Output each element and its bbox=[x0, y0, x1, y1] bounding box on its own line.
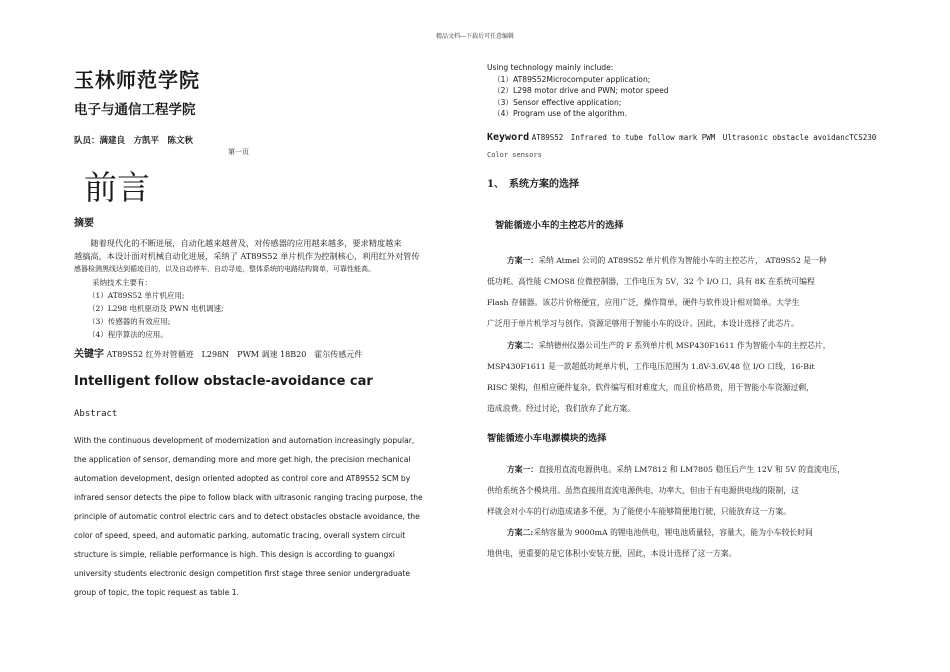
en-abstract-line: the application of sensor, demanding more and more get high, the precision mechanical bbox=[74, 455, 411, 464]
plan-line: RISC 架构，但相应硬件复杂，软件编写相对难度大，而且价格昂贵，用于智能小车资源过剩， bbox=[487, 383, 814, 392]
cn-keywords bbox=[74, 345, 362, 360]
cn-tech-item: （1）AT89S52 单片机应用; bbox=[88, 291, 185, 300]
plan-line: 样就会对小车的行动造成诸多不便，为了能使小车能够简便地行驶，只能放弃这一方案。 bbox=[487, 507, 792, 516]
en-keyword-continued: Color sensors bbox=[487, 151, 542, 159]
plan-line: 供给系统各个模块用。虽然直接用直流电源供电，功率大，但由于有电源供电线的限制，这 bbox=[487, 486, 799, 495]
en-keyword-text: AT89S52 Infrared to tube follow mark PWM Ultrasonic obstacle avoidancTCS230 bbox=[531, 133, 877, 142]
en-tech-item: （2）L298 motor drive and PWN; motor speed bbox=[493, 86, 669, 95]
cn-tech-item: （3）传感器的有效应用; bbox=[88, 317, 171, 326]
cn-tech-intro: 采纳技术主要有： bbox=[92, 278, 152, 287]
en-abstract-line: structure is simple, reliable performance is high. This design is according to guangxi bbox=[74, 550, 395, 559]
plan-line: 地供电，更重要的是它体积小安装方便，因此，本设计选择了这一方案。 bbox=[487, 549, 737, 558]
en-tech-intro: Using technology mainly include: bbox=[487, 63, 614, 72]
chip-plan-2 bbox=[487, 335, 831, 419]
plan-label: 方案二： bbox=[507, 341, 539, 350]
en-keyword-label: Keyword bbox=[487, 132, 530, 143]
preface-title: 前言 bbox=[84, 168, 150, 207]
en-keywords bbox=[487, 132, 876, 143]
team-members: 队员：满建良 方凯平 陈文秋 bbox=[74, 136, 194, 146]
section-1-heading: 1、 系统方案的选择 bbox=[487, 179, 579, 190]
cn-abstract bbox=[74, 237, 474, 341]
school-name: 玉林师范学院 bbox=[74, 68, 200, 92]
cn-abstract-line: 随着现代化的不断进展，自动化越来越普及，对传感器的应用越来越多，要求精度越来 bbox=[74, 238, 402, 248]
plan-line: 采纳 Atmel 公司的 AT89S52 单片机作为智能小车的主控芯片， AT89S52 是一种 bbox=[538, 256, 827, 265]
plan-line: 造成浪费。经过讨论，我们放弃了此方案。 bbox=[487, 404, 636, 413]
en-abstract-line: principle of automatic control electric cars and to detect obstacles obstacle avoidance, the bbox=[74, 512, 420, 521]
cn-tech-item: （4）程序算法的应用。 bbox=[88, 330, 168, 339]
power-plan-1 bbox=[487, 459, 845, 564]
abstract-heading: 摘要 bbox=[74, 218, 94, 229]
en-abstract-label: Abstract bbox=[74, 409, 118, 419]
en-tech-item: （4）Program use of the algorithm. bbox=[493, 109, 627, 118]
en-abstract-line: university students electronic design competition first stage three senior undergraduate bbox=[74, 569, 411, 578]
en-abstract-line: With the continuous development of modernization and automation increasingly popular, bbox=[74, 436, 415, 445]
en-tech-item: （3）Sensor effective application; bbox=[493, 97, 622, 107]
plan-label: 方案二: bbox=[507, 528, 534, 537]
en-title: Intelligent follow obstacle-avoidance car bbox=[74, 374, 373, 389]
cn-abstract-line: 越搞高，本设计面对机械自动化进展，采纳了 AT89S52 单片机作为控制核心，利用红外对管传 bbox=[74, 251, 420, 261]
cn-keyword-text: AT89S52 红外对管循迹 L298N PWM 调速 18B20 霍尔传感元件 bbox=[104, 350, 363, 359]
plan-line: 广泛用于单片机学习与创作。资源足够用于智能小车的设计。因此，本设计选择了此芯片。 bbox=[487, 319, 799, 328]
cn-tech-item: （2）L298 电机驱动及 PWN 电机调速; bbox=[88, 304, 224, 313]
subsection-power-module: 智能循迹小车电源模块的选择 bbox=[487, 433, 607, 444]
en-abstract-line: color of speed, speed, and automatic parking, automatic tracing, overall system circuit bbox=[74, 531, 406, 540]
en-abstract-line: group of topic, the topic request as table 1. bbox=[74, 588, 239, 597]
subsection-main-chip: 智能循迹小车的主控芯片的选择 bbox=[495, 220, 624, 231]
plan-line: Flash 存储器。该芯片价格便宜，应用广泛，操作简单，硬件与软件设计相对简单。大学生 bbox=[487, 298, 800, 307]
plan-label: 方案一： bbox=[507, 256, 539, 265]
page-header: 精品文档---下载后可任意编辑 bbox=[435, 33, 515, 40]
en-abstract-line: infrared sensor detects the pipe to follow black with ultrasonic ranging tracing purpose, the bbox=[74, 493, 423, 502]
page-number: 第一页 bbox=[228, 148, 249, 156]
en-tech-block bbox=[487, 62, 669, 120]
plan-label: 方案一： bbox=[507, 465, 539, 474]
plan-line: 低功耗、高性能 CMOS8 位微控制器，工作电压为 5V，32 个 I/O 口，具有 8K 在系统可编程 bbox=[487, 277, 815, 286]
plan-line: MSP430F1611 是一款超低功耗单片机，工作电压范围为 1.8V-3.6V,48 位 I/O 口线，16-Bit bbox=[487, 362, 815, 371]
chip-plan-1 bbox=[487, 250, 827, 334]
plan-line: 采纳德州仪器公司生产的 F 系列单片机 MSP430F1611 作为智能小车的主控芯片， bbox=[538, 341, 831, 350]
en-abstract-line: automation development, design oriented adopted as control core and AT89S52 SCM by bbox=[74, 474, 411, 483]
en-abstract bbox=[74, 431, 466, 602]
en-tech-item: （1）AT89S52Microcomputer application; bbox=[493, 74, 651, 84]
cn-keyword-label: 关键字 bbox=[74, 349, 104, 360]
plan-line: 采纳容量为 9000mA 的锂电池供电，锂电池质量轻，容量大，能为小车较长时间 bbox=[533, 528, 813, 537]
cn-abstract-line: 感器检测黑线达到循迹目的，以及自动停车，自动寻迹，整体系统的电路结构简单，可靠性能高。 bbox=[74, 265, 375, 273]
plan-line: 直接用直流电源供电。采纳 LM7812 和 LM7805 稳压后产生 12V 和 5V 的直流电压， bbox=[538, 465, 846, 474]
department-name: 电子与通信工程学院 bbox=[74, 102, 196, 118]
